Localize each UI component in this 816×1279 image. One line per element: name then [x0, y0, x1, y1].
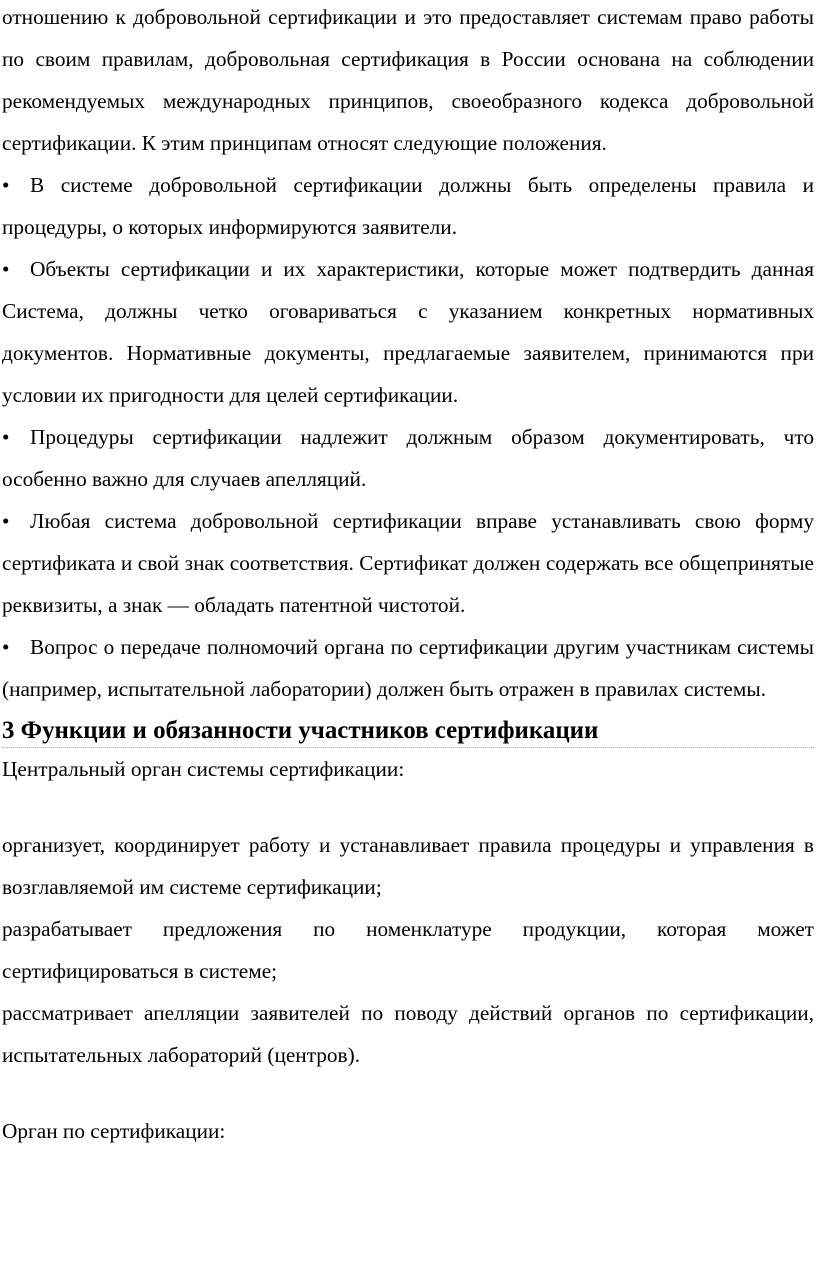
- bullet-icon: •: [2, 173, 10, 197]
- bullet-text: Любая система добровольной сертификации вправе устанавливать свою форму сертификата и свой знак соответствия. Сертификат должен содержать все общепринятые реквизиты, а знак — обладать патентной чистотой.: [2, 509, 814, 617]
- bullet-text: Вопрос о передаче полномочий органа по сертификации другим участникам системы (например, испытательной лаборатории) должен быть отражен в правилах системы.: [2, 635, 814, 701]
- bullet-icon: •: [2, 509, 10, 533]
- bullet-icon: •: [2, 635, 10, 659]
- bullet-text: В системе добровольной сертификации должны быть определены правила и процедуры, о которых информируются заявители.: [2, 173, 814, 239]
- list-item: [2, 416, 814, 500]
- certification-body-label: Орган по сертификации:: [2, 1119, 226, 1143]
- intro-paragraph: отношению к добровольной сертификации и это предоставляет системам право работы по своим правилам, добровольная сертификация в России основана на соблюдении рекомендуемых международных принципов, своеобразного кодекса добровольной сертификации. К этим принципам относят следующие положения.: [2, 5, 814, 155]
- list-item: [2, 164, 814, 248]
- section-heading: 3 Функции и обязанности участников сертификации: [2, 716, 814, 748]
- list-item: [2, 626, 814, 710]
- list-item: [2, 500, 814, 626]
- list-item: [2, 248, 814, 416]
- duty-item: рассматривает апелляции заявителей по поводу действий органов по сертификации, испытательных лабораторий (центров).: [2, 1001, 814, 1067]
- bullet-icon: •: [2, 257, 10, 281]
- duty-item: организует, координирует работу и устанавливает правила процедуры и управления в возглавляемой им системе сертификации;: [2, 833, 814, 899]
- bullet-text: Объекты сертификации и их характеристики, которые может подтвердить данная Система, должны четко оговариваться с указанием конкретных нормативных документов. Нормативные документы, предлагаемые заявителем, принимаются при условии их пригодности для целей сертификации.: [2, 257, 814, 407]
- bullet-text: Процедуры сертификации надлежит должным образом документировать, что особенно важно для случаев апелляций.: [2, 425, 814, 491]
- central-body-label: Центральный орган системы сертификации:: [2, 757, 405, 781]
- duty-item: разрабатывает предложения по номенклатуре продукции, которая может сертифицироваться в системе;: [2, 917, 814, 983]
- bullet-icon: •: [2, 425, 10, 449]
